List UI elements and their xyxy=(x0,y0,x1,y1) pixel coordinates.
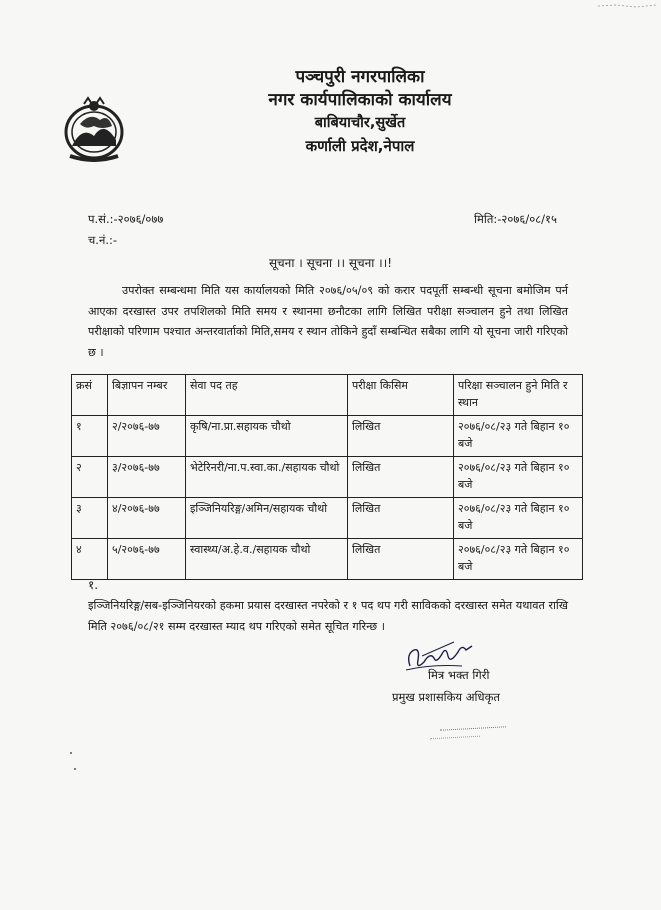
province-name: कर्णाली प्रदेश,नेपाल xyxy=(305,137,415,155)
office-location: बाबियाचौर,सुर्खेत xyxy=(314,115,406,131)
signatory-title: प्रमुख प्रशासकिय अधिकृत xyxy=(392,690,500,704)
header-service-post: सेवा पद तह xyxy=(186,375,348,416)
cell-exam-datetime: २०७६/०८/२३ गते बिहान १० बजे xyxy=(454,457,583,498)
table-row xyxy=(72,457,583,498)
cell-advert-no: ५/२०७६-७७ xyxy=(108,539,186,580)
cell-service-post: कृषि/ना.प्रा.सहायक चौथो xyxy=(186,416,348,457)
table-row xyxy=(72,416,583,457)
cell-exam-type: लिखित xyxy=(348,539,454,580)
dispatch-number: च.नं.:- xyxy=(88,233,118,247)
footnote-number: १. xyxy=(88,578,99,592)
stamp-trace xyxy=(430,736,480,740)
nepal-emblem-icon xyxy=(62,96,126,162)
cell-service-post: इञ्जिनियरिङ्ग/अमिन/सहायक चौथो xyxy=(186,498,348,539)
municipality-name: पञ्चपुरी नगरपालिका xyxy=(295,67,425,87)
scan-speck xyxy=(74,768,76,770)
table-header-row xyxy=(72,375,583,416)
cell-service-post: भेटेरिनरी/ना.प.स्वा.का./सहायक चौथो xyxy=(186,457,348,498)
cell-exam-type: लिखित xyxy=(348,416,454,457)
office-header xyxy=(170,66,550,158)
signatory-name: मित्र भक्त गिरी xyxy=(428,668,490,682)
cell-advert-no: ३/२०७६-७७ xyxy=(108,457,186,498)
cell-serial: २ xyxy=(72,457,108,498)
cell-advert-no: २/२०७६-७७ xyxy=(108,416,186,457)
cell-serial: ३ xyxy=(72,498,108,539)
cell-serial: १ xyxy=(72,416,108,457)
reference-number: प.सं.:-२०७६/०७७ xyxy=(88,212,164,226)
header-exam-datetime: परिक्षा सञ्चालन हुने मिति र स्थान xyxy=(454,375,583,416)
header-serial: क्रसं xyxy=(72,375,108,416)
cell-exam-datetime: २०७६/०८/२३ गते बिहान १० बजे xyxy=(454,416,583,457)
table-row xyxy=(72,498,583,539)
exam-schedule-table xyxy=(71,374,583,580)
office-name: नगर कार्यपालिकाको कार्यालय xyxy=(268,90,452,110)
document-date: मिति:-२०७६/०८/१५ xyxy=(474,212,558,226)
table-row xyxy=(72,539,583,580)
cell-exam-datetime: २०७६/०८/२३ गते बिहान १० बजे xyxy=(454,498,583,539)
cell-exam-type: लिखित xyxy=(348,498,454,539)
cell-exam-type: लिखित xyxy=(348,457,454,498)
notice-paragraph: उपरोक्त सम्बन्धमा मिति यस कार्यालयको मिति २०७६/०५/०९ को करार पदपूर्ती सम्बन्धी सूचना बमोजिम पर्न आएका दरखास्त उपर तपशिलको मिति समय र स्थानमा छनौटका लागि लिखित परीक्षा सञ्चालन हुने तथा लिखित परीक्षाको परिणाम पश्चात अन्तरवार्ताको मिति,समय र स्थान तोकिने हुदाँ सम्बन्धित सबैका लागि यो सूचना जारी गरिएको छ । xyxy=(88,284,568,359)
stamp-trace xyxy=(440,726,506,730)
header-advert-no: बिज्ञापन नम्बर xyxy=(108,375,186,416)
scan-speck xyxy=(70,752,72,754)
cell-serial: ४ xyxy=(72,539,108,580)
cell-exam-datetime: २०७६/०८/२३ गते बिहान १० बजे xyxy=(454,539,583,580)
cell-service-post: स्वास्थ्य/अ.हे.व./सहायक चौथो xyxy=(186,539,348,580)
notice-title: सूचना । सूचना ।। सूचना ।।! xyxy=(268,256,393,270)
footnote-paragraph: इञ्जिनियरिङ्ग/सब-इञ्जिनियरको हकमा प्रयास दरखास्त नपरेको र १ पद थप गरी साविकको दरखास्त समेत यथावत राखि मिति २०७६/०८/२१ सम्म दरखास्त म्याद थप गरिएको समेत सूचित गरिन्छ । xyxy=(88,599,568,633)
cell-advert-no: ४/२०७६-७७ xyxy=(108,498,186,539)
scan-mark xyxy=(596,2,658,10)
header-exam-type: परीक्षा किसिम xyxy=(348,375,454,416)
